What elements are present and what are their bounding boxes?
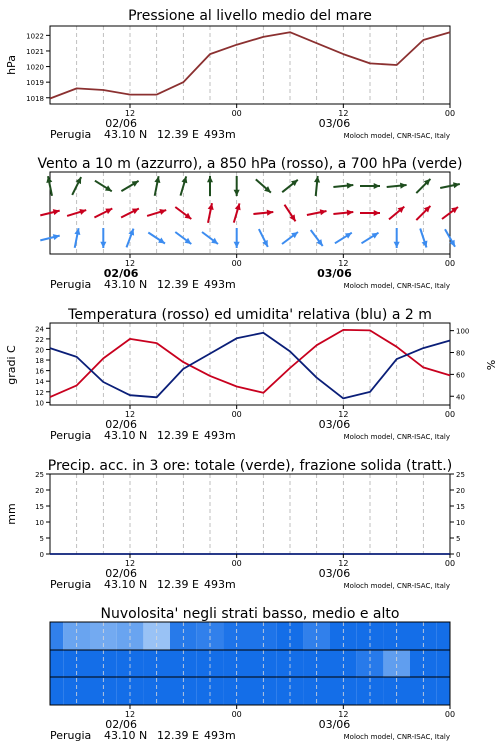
y-tick-label: 0 xyxy=(39,551,44,559)
x-tick-label: 12 xyxy=(338,109,349,118)
wind-arrow-head xyxy=(394,242,400,248)
y-tick-label: 1018 xyxy=(26,94,44,103)
wind-arrow-0 xyxy=(234,176,240,196)
wind-arrow-0 xyxy=(207,176,213,196)
x-tick-label: 00 xyxy=(444,559,456,568)
pressure-location-info xyxy=(50,128,450,141)
temp-series xyxy=(50,330,450,399)
temp-title: Temperatura (rosso) ed umidita' relativa (blu) a 2 m xyxy=(68,307,432,323)
location-lat: 43.10 N xyxy=(104,729,148,742)
wind-arrow-2 xyxy=(234,228,240,248)
precip-frame xyxy=(50,474,450,554)
location-lat: 43.10 N xyxy=(104,578,148,591)
date-label: 03/06 xyxy=(318,418,351,431)
location-elev: 493m xyxy=(204,278,236,291)
y-tick-label-right: 40 xyxy=(456,393,465,402)
x-tick-label: 00 xyxy=(231,559,242,568)
location-name: Perugia xyxy=(50,729,92,742)
x-tick-label: 12 xyxy=(124,710,136,719)
date-label: 02/06 xyxy=(105,117,137,130)
date-label: 03/06 xyxy=(317,267,352,280)
y-tick-label-right: 25 xyxy=(456,471,465,479)
cloud-cells xyxy=(50,622,450,705)
cloud-title: Nuvolosita' negli strati basso, medio e alto xyxy=(100,606,400,622)
wind-arrow-0 xyxy=(46,176,52,196)
y-tick-label-right: 5 xyxy=(456,535,461,543)
pressure-series xyxy=(50,32,450,98)
y-tick-label: 10 xyxy=(35,519,44,527)
wind-title: Vento a 10 m (azzurro), a 850 hPa (rosso), a 700 hPa (verde) xyxy=(37,156,463,172)
cloud-cell xyxy=(437,650,450,677)
model-credit: Moloch model, CNR-ISAC, Italy xyxy=(343,282,450,290)
wind-frame xyxy=(50,172,450,254)
y-tick-label: 24 xyxy=(35,325,44,334)
location-lat: 43.10 N xyxy=(104,128,148,141)
temperature-line xyxy=(50,330,450,397)
x-tick-label: 00 xyxy=(444,109,456,118)
y-tick-label-right: 20 xyxy=(456,487,465,495)
x-tick-label: 00 xyxy=(444,410,456,419)
location-name: Perugia xyxy=(50,128,92,141)
y-tick-label-right: 15 xyxy=(456,503,465,511)
cloud-cell xyxy=(50,622,63,650)
wind-arrow-head xyxy=(128,229,134,236)
date-label: 02/06 xyxy=(103,267,139,280)
cloud-cell xyxy=(437,677,450,705)
wind-arrow-0 xyxy=(154,176,160,196)
location-name: Perugia xyxy=(50,278,92,291)
y-tick-label: 12 xyxy=(35,388,44,397)
x-tick-label: 12 xyxy=(338,410,349,419)
date-label: 02/06 xyxy=(105,718,137,731)
temp-x-ticks xyxy=(105,405,455,431)
cloud-cell xyxy=(50,677,63,705)
temp-ylabel-right: % xyxy=(484,359,497,371)
pressure-title: Pressione al livello medio del mare xyxy=(128,8,372,24)
precip-location-info xyxy=(50,578,450,591)
x-tick-label: 12 xyxy=(124,109,136,118)
y-tick-label: 16 xyxy=(35,367,44,376)
location-lat: 43.10 N xyxy=(104,429,148,442)
location-lon: 12.39 E xyxy=(157,278,199,291)
date-label: 03/06 xyxy=(318,117,351,130)
wind-arrow-2 xyxy=(362,233,379,244)
wind-arrow-2 xyxy=(148,233,165,244)
location-elev: 493m xyxy=(204,578,236,591)
wind-arrow-2 xyxy=(100,228,106,248)
y-tick-label: 18 xyxy=(35,357,44,366)
x-tick-label: 12 xyxy=(338,559,349,568)
precip-x-ticks xyxy=(105,554,455,580)
precip-grid xyxy=(77,474,424,554)
wind-arrow-head xyxy=(374,183,380,189)
model-credit: Moloch model, CNR-ISAC, Italy xyxy=(343,582,450,590)
y-tick-label-right: 60 xyxy=(456,371,465,380)
pressure-x-ticks xyxy=(105,104,455,130)
y-tick-label: 1019 xyxy=(26,79,44,88)
wind-arrow-0 xyxy=(181,176,188,195)
wind-panel xyxy=(37,156,462,291)
x-tick-label: 00 xyxy=(444,259,456,268)
cloud-location-info xyxy=(50,729,450,742)
precip-y-ticks xyxy=(35,471,465,559)
wind-arrow-2 xyxy=(335,233,352,244)
y-tick-label: 1020 xyxy=(26,63,44,72)
y-tick-label: 1021 xyxy=(26,47,44,56)
pressure-y-ticks xyxy=(26,32,50,102)
model-credit: Moloch model, CNR-ISAC, Italy xyxy=(343,132,450,140)
model-credit: Moloch model, CNR-ISAC, Italy xyxy=(343,733,450,741)
wind-arrow-head xyxy=(207,176,213,182)
y-tick-label: 15 xyxy=(35,503,44,511)
wind-arrow-head xyxy=(234,190,240,196)
y-tick-label: 1022 xyxy=(26,32,44,41)
y-tick-label-right: 100 xyxy=(456,327,470,336)
y-tick-label: 5 xyxy=(39,535,44,543)
location-elev: 493m xyxy=(204,128,236,141)
temp-location-info xyxy=(50,429,450,442)
x-tick-label: 00 xyxy=(231,109,242,118)
location-lon: 12.39 E xyxy=(157,578,199,591)
location-name: Perugia xyxy=(50,429,92,442)
x-tick-label: 12 xyxy=(124,410,136,419)
x-tick-label: 00 xyxy=(231,410,242,419)
wind-arrow-2 xyxy=(420,229,427,248)
y-tick-label: 10 xyxy=(35,399,44,408)
y-tick-label: 20 xyxy=(35,487,44,495)
pressure-grid xyxy=(77,26,424,104)
wind-arrows xyxy=(40,176,460,248)
cloud-cell xyxy=(50,650,63,677)
location-lat: 43.10 N xyxy=(104,278,148,291)
location-elev: 493m xyxy=(204,729,236,742)
precip-ylabel: mm xyxy=(5,503,18,525)
cloud-x-ticks xyxy=(105,705,455,731)
temp-ylabel-left: gradi C xyxy=(5,345,18,385)
wind-arrow-1 xyxy=(208,203,214,223)
wind-arrow-2 xyxy=(74,228,80,248)
precip-panel xyxy=(5,458,465,591)
pressure-line xyxy=(50,32,450,98)
location-lon: 12.39 E xyxy=(157,128,199,141)
pressure-panel xyxy=(5,8,455,141)
x-tick-label: 12 xyxy=(338,710,349,719)
location-name: Perugia xyxy=(50,578,92,591)
y-tick-label: 25 xyxy=(35,471,44,479)
y-tick-label: 20 xyxy=(35,346,44,355)
location-lon: 12.39 E xyxy=(157,429,199,442)
x-tick-label: 12 xyxy=(338,259,349,268)
wind-arrow-head xyxy=(374,210,380,216)
precip-title: Precip. acc. in 3 ore: totale (verde), frazione solida (tratt.) xyxy=(47,458,453,474)
location-lon: 12.39 E xyxy=(157,729,199,742)
x-tick-label: 00 xyxy=(444,710,456,719)
date-label: 02/06 xyxy=(105,567,137,580)
model-credit: Moloch model, CNR-ISAC, Italy xyxy=(343,433,450,441)
date-label: 03/06 xyxy=(318,567,351,580)
y-tick-label-right: 10 xyxy=(456,519,465,527)
y-tick-label-right: 0 xyxy=(456,551,461,559)
y-tick-label: 22 xyxy=(35,335,44,344)
wind-arrow-head xyxy=(100,242,106,248)
cloud-panel xyxy=(50,606,455,742)
x-tick-label: 12 xyxy=(124,559,136,568)
x-tick-label: 00 xyxy=(231,259,242,268)
wind-arrow-head xyxy=(234,242,240,248)
wind-arrow-2 xyxy=(394,228,400,248)
temp-humidity-panel xyxy=(5,307,497,442)
date-label: 02/06 xyxy=(105,418,137,431)
date-label: 03/06 xyxy=(318,718,351,731)
wind-location-info xyxy=(50,278,450,291)
wind-arrow-head xyxy=(422,241,428,248)
cloud-cell xyxy=(437,622,450,650)
temp-y-ticks xyxy=(35,325,469,407)
y-tick-label-right: 80 xyxy=(456,349,465,358)
location-elev: 493m xyxy=(204,429,236,442)
pressure-ylabel: hPa xyxy=(5,55,18,75)
wind-arrow-1 xyxy=(234,203,241,222)
x-tick-label: 12 xyxy=(124,259,136,268)
wind-x-ticks xyxy=(104,254,455,280)
x-tick-label: 00 xyxy=(231,710,242,719)
y-tick-label: 14 xyxy=(35,378,44,387)
